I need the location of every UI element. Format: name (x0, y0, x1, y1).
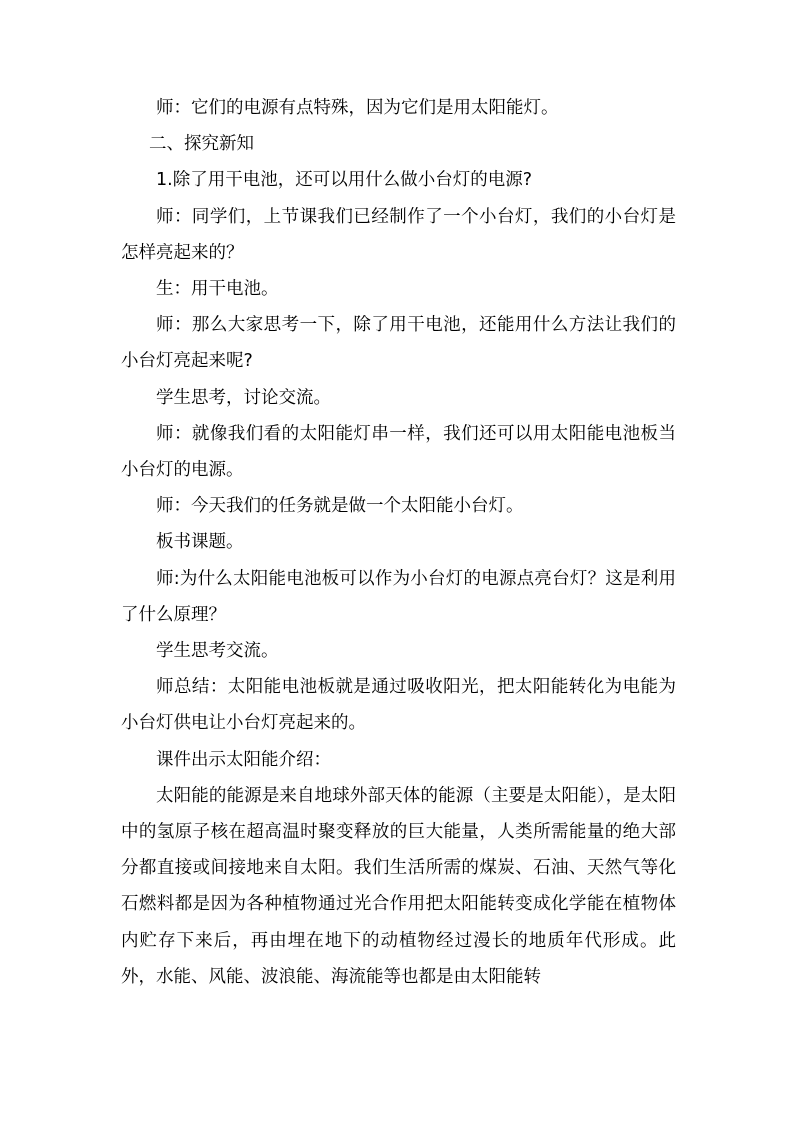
paragraph-students-exchange: 学生思考交流。 (156, 641, 279, 662)
paragraph-teacher-solar-panel: 师：就像我们看的太阳能灯串一样，我们还可以用太阳能电池板当小台灯的电源。 (121, 423, 676, 481)
paragraph-teacher-summary: 师总结：太阳能电池板就是通过吸收阳光，把太阳能转化为电能为小台灯供电让小台灯亮起来的。 (121, 677, 676, 734)
paragraph-teacher-last-lesson: 师：同学们，上节课我们已经制作了一个小台灯，我们的小台灯是怎样亮起来的？ (121, 206, 676, 263)
section-heading-explore: 二、探究新知 (149, 134, 254, 155)
paragraph-courseware-intro: 课件出示太阳能介绍： (156, 749, 331, 770)
paragraph-teacher-think: 师：那么大家思考一下，除了用干电池，还能用什么方法让我们的小台灯亮起来呢? (121, 315, 676, 372)
document-body (121, 90, 676, 995)
paragraph-teacher-power-source: 师：它们的电源有点特殊，因为它们是用太阳能灯。 (156, 98, 559, 118)
subheading-question-1: 1.除了用干电池，还可以用什么做小台灯的电源? (156, 170, 532, 191)
paragraph-students-discuss: 学生思考，讨论交流。 (156, 387, 331, 408)
paragraph-teacher-why: 师:为什么太阳能电池板可以作为小台灯的电源点亮台灯？这是利用了什么原理？ (121, 568, 676, 625)
paragraph-student-battery: 生：用干电池。 (156, 279, 279, 300)
paragraph-board-title: 板书课题。 (156, 532, 244, 553)
paragraph-teacher-task: 师：今天我们的任务就是做一个太阳能小台灯。 (156, 496, 524, 517)
paragraph-solar-energy-intro: 太阳能的能源是来自地球外部天体的能源（主要是太阳能），是太阳中的氢原子核在超高温时聚变释放的巨大能量，人类所需能量的绝大部分都直接或间接地来自太阳。我们生活所需的煤炭、石油、天然气等化石燃料都是因为各种植物通过光合作用把太阳能转变成化学能在植物体内贮存下来后，再由埋在地下的动植物经过漫长的地质年代形成。此外，水能、风能、波浪能、海流能等也都是由太阳能转 (121, 785, 676, 987)
